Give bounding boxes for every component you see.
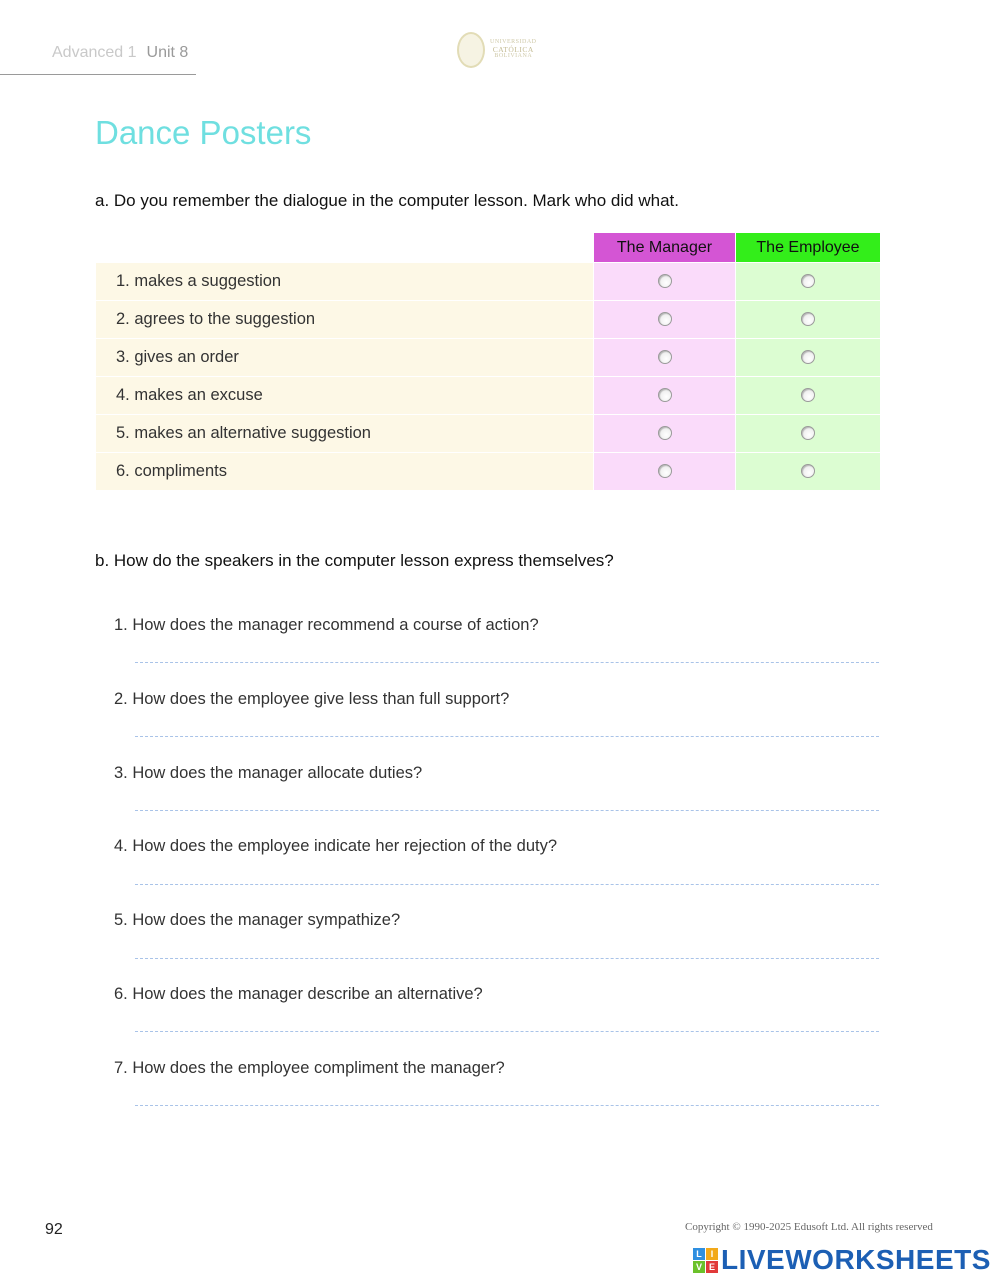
employee-cell bbox=[736, 301, 880, 338]
answer-field[interactable] bbox=[135, 1105, 879, 1106]
employee-radio-button[interactable] bbox=[801, 312, 815, 326]
manager-radio-button[interactable] bbox=[658, 464, 672, 478]
manager-cell bbox=[594, 453, 735, 490]
answer-field[interactable] bbox=[135, 662, 879, 663]
section-b-question: b. How do the speakers in the computer lesson express themselves? bbox=[95, 551, 614, 570]
question-item: 5. How does the manager sympathize? bbox=[114, 911, 401, 929]
logo-text: UNIVERSIDAD CATÓLICA BOLIVIANA bbox=[490, 39, 537, 59]
answer-field[interactable] bbox=[135, 958, 879, 959]
table-row bbox=[96, 263, 880, 300]
header-divider bbox=[0, 74, 196, 75]
page-header bbox=[52, 44, 188, 62]
employee-cell bbox=[736, 263, 880, 300]
liveworksheets-logo[interactable] bbox=[693, 1244, 991, 1276]
liveworksheets-icon: L I V E bbox=[693, 1248, 718, 1273]
course-level: Advanced 1 bbox=[52, 44, 137, 61]
question-item: 7. How does the employee compliment the manager? bbox=[114, 1059, 505, 1077]
copyright-notice: Copyright © 1990-2025 Edusoft Ltd. All rights reserved bbox=[685, 1221, 933, 1233]
employee-cell bbox=[736, 453, 880, 490]
table-row bbox=[96, 377, 880, 414]
statement-cell: 1. makes a suggestion bbox=[96, 263, 593, 300]
manager-radio-button[interactable] bbox=[658, 388, 672, 402]
statement-cell: 4. makes an excuse bbox=[96, 377, 593, 414]
question-item: 2. How does the employee give less than full support? bbox=[114, 690, 510, 708]
manager-radio-button[interactable] bbox=[658, 274, 672, 288]
table-row bbox=[96, 339, 880, 376]
unit-label: Unit 8 bbox=[146, 44, 189, 61]
employee-cell bbox=[736, 415, 880, 452]
manager-cell bbox=[594, 415, 735, 452]
table-row bbox=[96, 415, 880, 452]
employee-radio-button[interactable] bbox=[801, 388, 815, 402]
employee-cell bbox=[736, 377, 880, 414]
table-row bbox=[96, 453, 880, 490]
page-title: Dance Posters bbox=[95, 114, 312, 151]
employee-cell bbox=[736, 339, 880, 376]
answer-field[interactable] bbox=[135, 1031, 879, 1032]
manager-cell bbox=[594, 377, 735, 414]
university-logo bbox=[457, 32, 547, 68]
employee-radio-button[interactable] bbox=[801, 426, 815, 440]
question-item: 4. How does the employee indicate her rejection of the duty? bbox=[114, 837, 558, 855]
manager-radio-button[interactable] bbox=[658, 312, 672, 326]
question-item: 3. How does the manager allocate duties? bbox=[114, 764, 423, 782]
employee-radio-button[interactable] bbox=[801, 350, 815, 364]
manager-cell bbox=[594, 263, 735, 300]
page-number: 92 bbox=[45, 1221, 63, 1238]
answer-field[interactable] bbox=[135, 810, 879, 811]
manager-radio-button[interactable] bbox=[658, 350, 672, 364]
answer-field[interactable] bbox=[135, 884, 879, 885]
manager-cell bbox=[594, 301, 735, 338]
statement-cell: 5. makes an alternative suggestion bbox=[96, 415, 593, 452]
manager-radio-button[interactable] bbox=[658, 426, 672, 440]
employee-radio-button[interactable] bbox=[801, 464, 815, 478]
manager-cell bbox=[594, 339, 735, 376]
column-header-employee: The Employee bbox=[736, 233, 880, 262]
answer-field[interactable] bbox=[135, 736, 879, 737]
question-item: 1. How does the manager recommend a course of action? bbox=[114, 616, 539, 634]
section-a-question: a. Do you remember the dialogue in the computer lesson. Mark who did what. bbox=[95, 191, 679, 210]
statement-cell: 6. compliments bbox=[96, 453, 593, 490]
employee-radio-button[interactable] bbox=[801, 274, 815, 288]
table-row bbox=[96, 301, 880, 338]
seal-emblem-icon bbox=[457, 32, 485, 68]
statement-cell: 2. agrees to the suggestion bbox=[96, 301, 593, 338]
question-item: 6. How does the manager describe an alternative? bbox=[114, 985, 483, 1003]
statement-cell: 3. gives an order bbox=[96, 339, 593, 376]
brand-name: LIVEWORKSHEETS bbox=[721, 1244, 991, 1275]
column-header-manager: The Manager bbox=[594, 233, 735, 262]
